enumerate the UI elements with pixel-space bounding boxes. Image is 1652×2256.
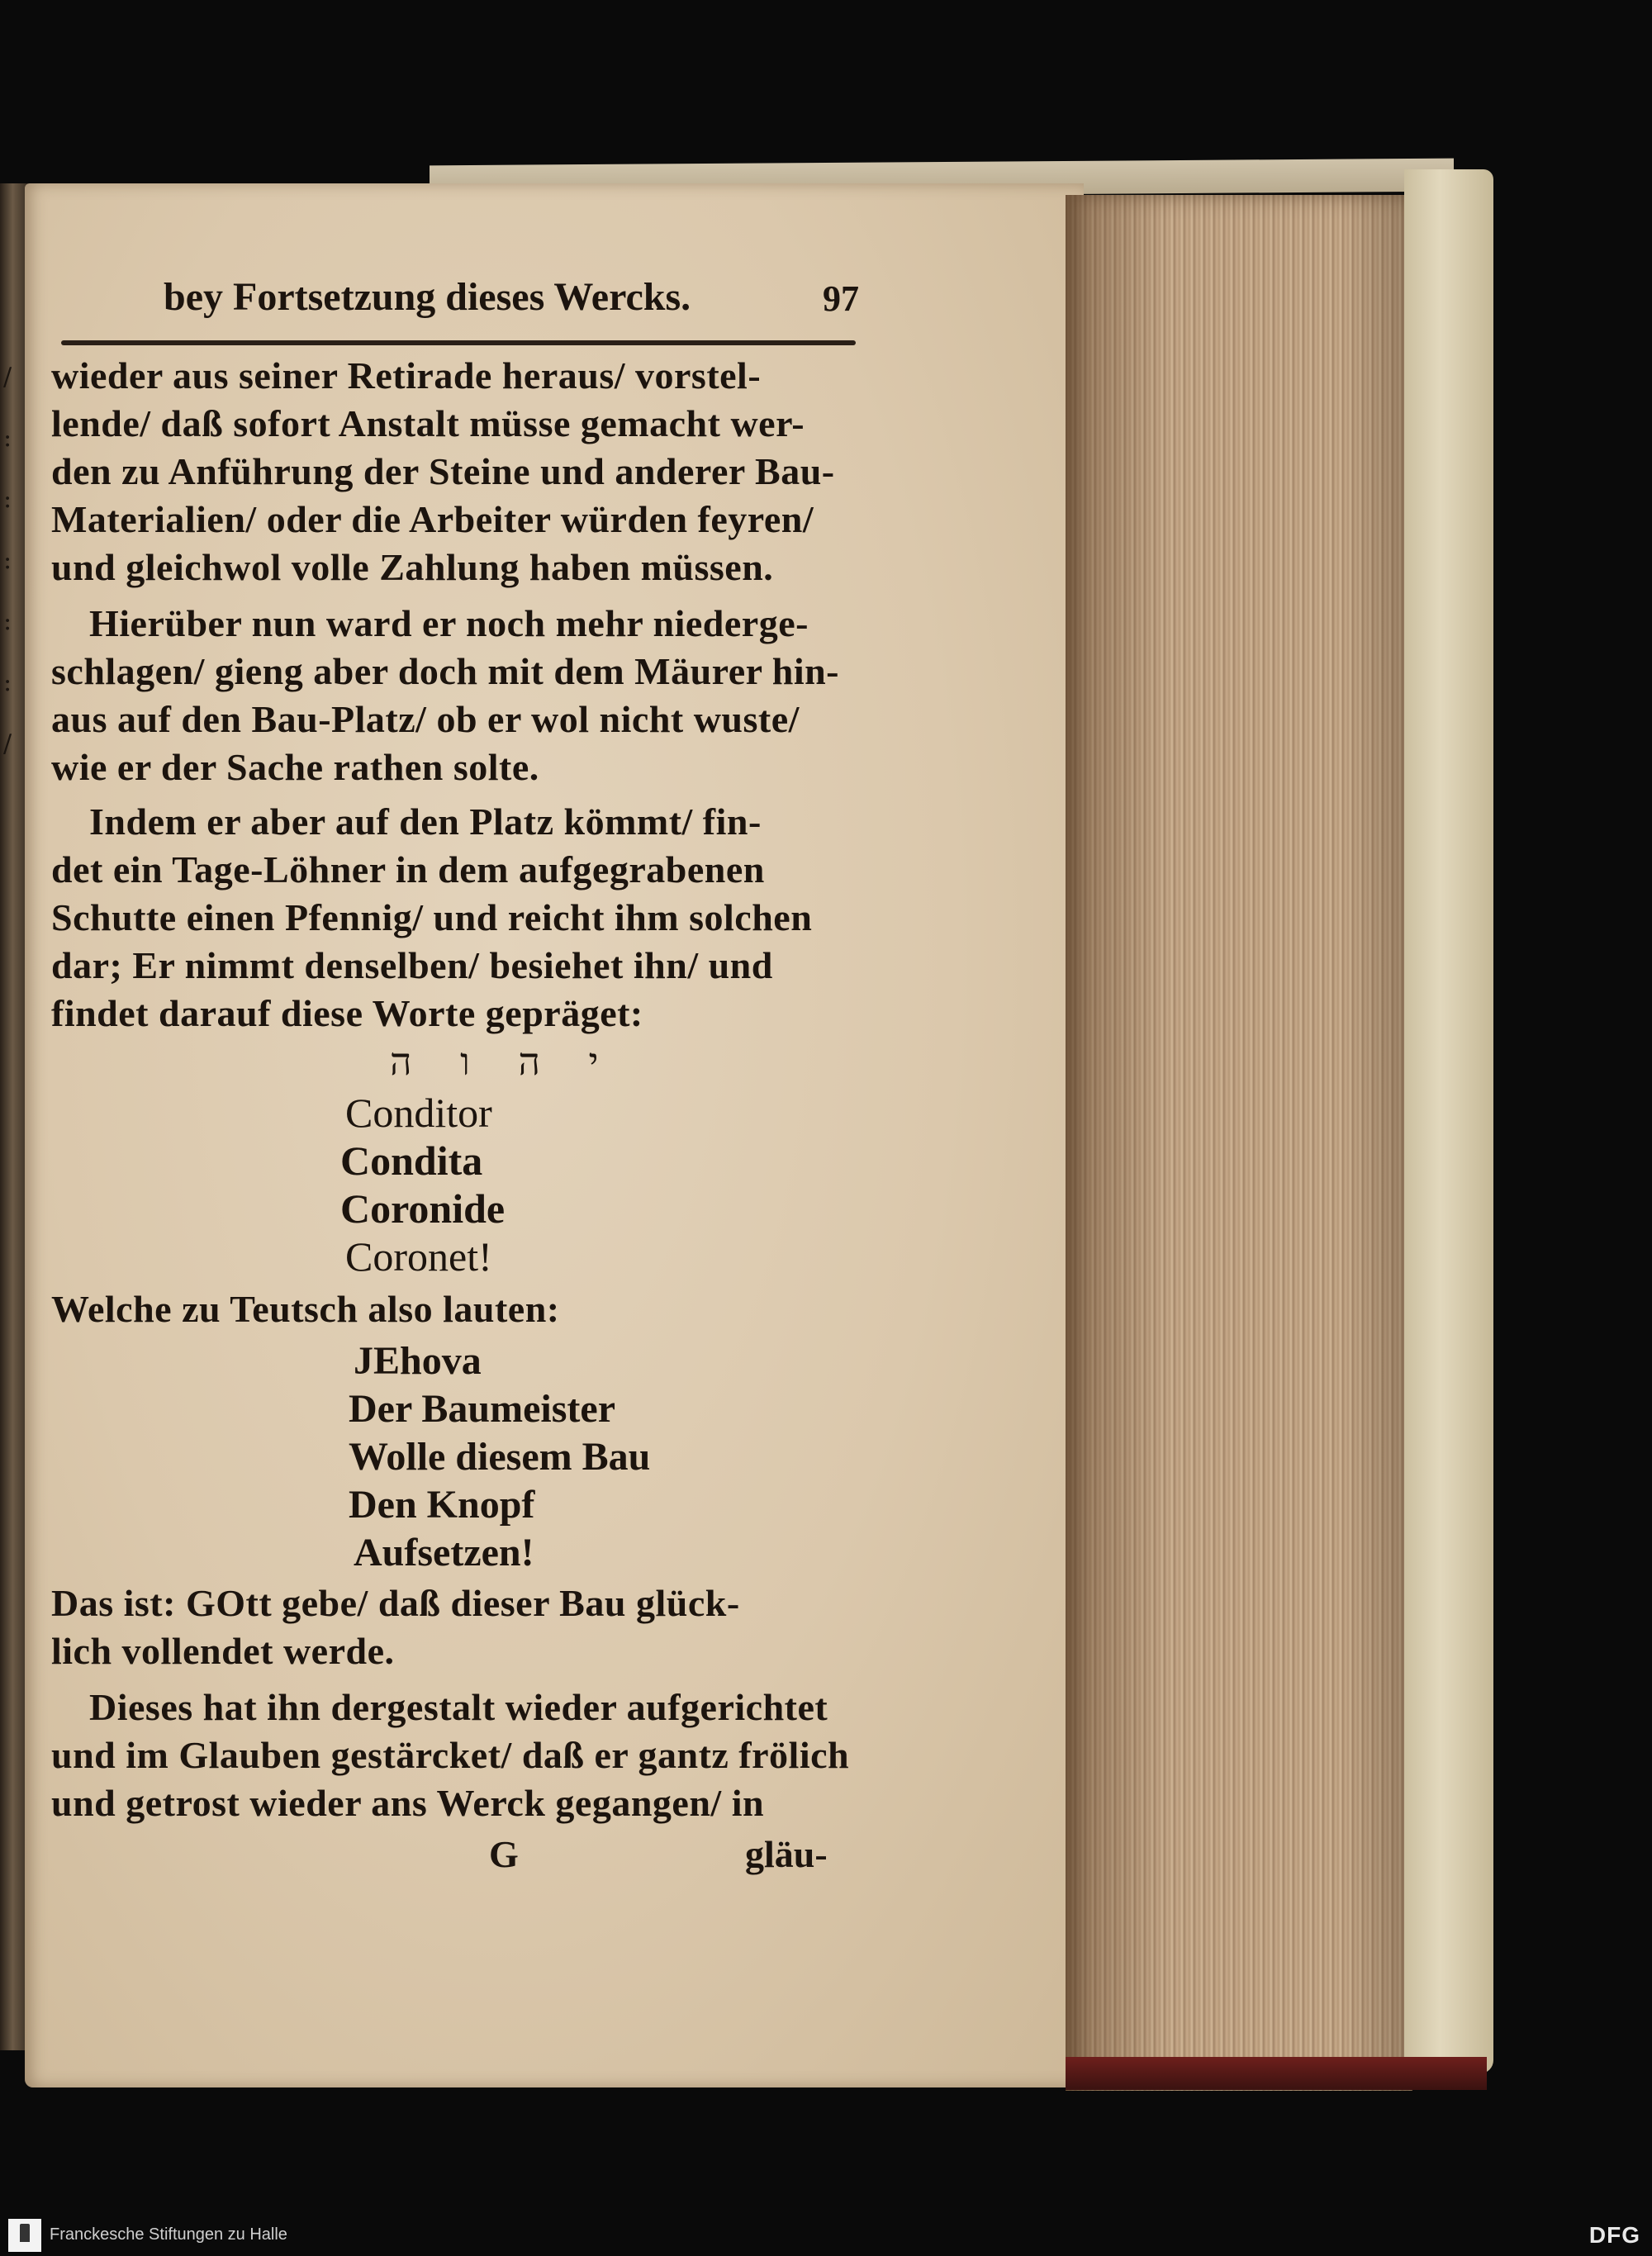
- text-line: und getrost wieder ans Werck gegangen/ in: [51, 1782, 765, 1824]
- text-line: aus auf den Bau-Platz/ ob er wol nicht wuste/: [51, 698, 800, 740]
- text-line: det ein Tage-Löhner in dem aufgegrabenen: [51, 848, 765, 891]
- running-head: [164, 274, 874, 332]
- text-line: dar; Er nimmt denselben/ besiehet ihn/ und: [51, 944, 773, 986]
- german-line: JEhova: [354, 1339, 482, 1383]
- latin-line: Coronet!: [345, 1233, 492, 1280]
- text-line: Dieses hat ihn dergestalt wieder aufgerichtet: [89, 1686, 828, 1728]
- cover-bottom-edge: [1066, 2057, 1487, 2090]
- running-title: bey Fortsetzung dieses Wercks.: [164, 275, 691, 319]
- german-line: Der Baumeister: [349, 1387, 616, 1431]
- text-line: lich vollendet werde.: [51, 1630, 395, 1672]
- signature-mark: G: [489, 1833, 519, 1875]
- dfg-logo: DFG: [1588, 2222, 1640, 2248]
- text-line: lende/ daß sofort Anstalt müsse gemacht wer-: [51, 402, 805, 444]
- text-line: Schutte einen Pfennig/ und reicht ihm solchen: [51, 896, 813, 938]
- vellum-cover: [1404, 169, 1493, 2073]
- hebrew-tetragrammaton: י ה ו ה: [390, 1039, 617, 1084]
- translation-intro: Welche zu Teutsch also lauten:: [51, 1288, 560, 1330]
- text-line: den zu Anführung der Steine und anderer Bau-: [51, 450, 835, 492]
- latin-line: Conditor: [345, 1090, 492, 1136]
- page-block-shadow: [1066, 195, 1412, 2091]
- institution-logo: [8, 2219, 41, 2252]
- text-line: Hierüber nun ward er noch mehr niederge-: [89, 602, 809, 644]
- text-line: und im Glauben gestärcket/ daß er gantz frölich: [51, 1734, 850, 1776]
- text-line: findet darauf diese Worte gepräget:: [51, 992, 643, 1034]
- text-line: wieder aus seiner Retirade heraus/ vorstel-: [51, 354, 762, 397]
- header-rule: [61, 340, 856, 345]
- latin-line: Condita: [340, 1137, 483, 1184]
- german-line: Aufsetzen!: [354, 1531, 534, 1574]
- text-line: Indem er aber auf den Platz kömmt/ fin-: [89, 800, 762, 843]
- latin-line: Coronide: [340, 1185, 506, 1232]
- german-line: Wolle diesem Bau: [349, 1435, 651, 1479]
- page-number: 97: [823, 278, 859, 319]
- text-line: Materialien/ oder die Arbeiter würden feyren/: [51, 498, 814, 540]
- text-line: wie er der Sache rathen solte.: [51, 746, 539, 788]
- facing-page-fragments: / : : : : : /: [3, 363, 12, 758]
- text-line: und gleichwol volle Zahlung haben müssen.: [51, 546, 774, 588]
- german-line: Den Knopf: [349, 1483, 535, 1527]
- catchword: gläu-: [745, 1833, 828, 1875]
- text-line: Das ist: GOtt gebe/ daß dieser Bau glück-: [51, 1582, 740, 1624]
- text-line: schlagen/ gieng aber doch mit dem Mäurer hin-: [51, 650, 839, 692]
- institution-name: Franckesche Stiftungen zu Halle: [50, 2225, 287, 2244]
